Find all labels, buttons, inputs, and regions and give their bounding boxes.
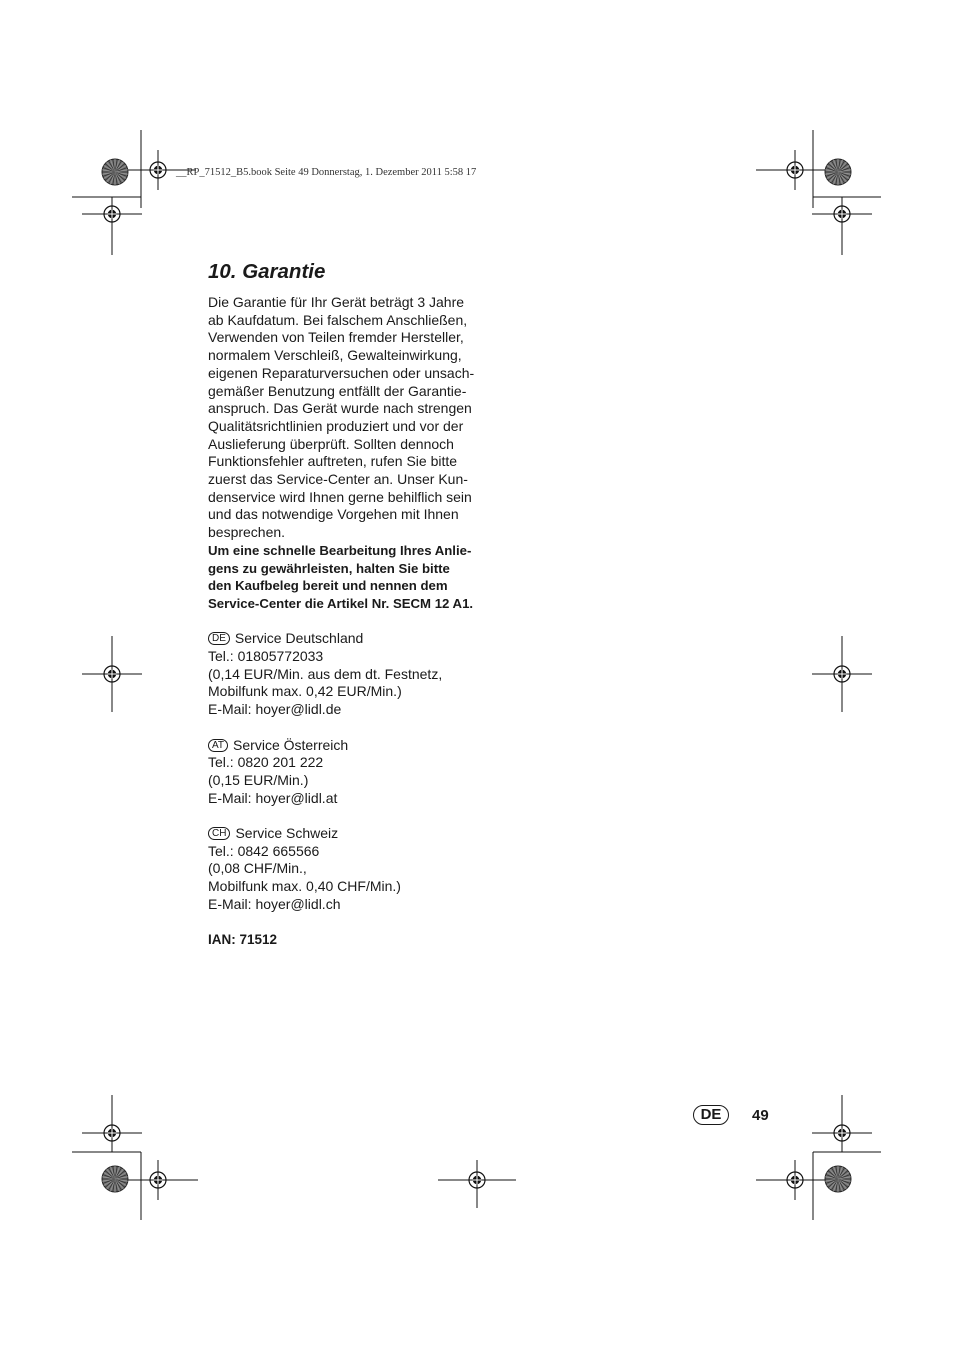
text-line: anspruch. Das Gerät wurde nach strengen [208, 400, 472, 417]
text-line: Verwenden von Teilen fremder Hersteller, [208, 329, 464, 346]
service-block-de [208, 630, 498, 719]
service-title: Service Österreich [233, 736, 349, 753]
service-title: Service Deutschland [234, 630, 364, 647]
text-line: E-Mail: hoyer@lidl.at [208, 789, 338, 806]
color-wheel-icon [825, 1166, 851, 1192]
service-block-ch [208, 825, 498, 914]
text-line: Funktionsfehler auftreten, rufen Sie bitte [208, 453, 458, 470]
page-number: 49 [752, 1107, 769, 1124]
text-line: Mobilfunk max. 0,40 CHF/Min.) [208, 878, 401, 895]
service-title-line [208, 825, 498, 843]
service-title: Service Schweiz [235, 825, 339, 842]
country-badge: CH [208, 827, 230, 840]
service-title-line [208, 630, 498, 648]
text-line: E-Mail: hoyer@lidl.de [208, 701, 342, 718]
text-line: Um eine schnelle Bearbeitung Ihres Anlie- [208, 542, 472, 558]
text-line: (0,08 CHF/Min., [208, 860, 307, 877]
color-wheel-icon [825, 159, 851, 185]
service-title-line [208, 737, 498, 755]
text-line: Qualitätsrichtlinien produziert und vor der [208, 417, 464, 434]
country-badge: DE [208, 632, 230, 645]
section-heading: 10. Garantie [208, 260, 326, 283]
text-line: Tel.: 01805772033 [208, 648, 324, 665]
text-line: (0,15 EUR/Min.) [208, 771, 309, 788]
text-line: normalem Verschleiß, Gewalteinwirkung, [208, 347, 462, 364]
service-contacts [208, 630, 498, 913]
text-line: (0,14 EUR/Min. aus dem dt. Festnetz, [208, 665, 443, 682]
text-line: den Kaufbeleg bereit und nennen dem [208, 578, 448, 594]
text-line: zuerst das Service-Center an. Unser Kun- [208, 471, 468, 488]
warranty-notice [208, 542, 498, 613]
text-line: ab Kaufdatum. Bei falschem Anschließen, [208, 311, 468, 328]
text-line: Service-Center die Artikel Nr. SECM 12 A1. [208, 595, 474, 611]
text-line: E-Mail: hoyer@lidl.ch [208, 895, 341, 912]
color-wheel-icon [102, 1166, 128, 1192]
text-line: Mobilfunk max. 0,42 EUR/Min.) [208, 683, 402, 700]
text-line: Tel.: 0820 201 222 [208, 754, 324, 771]
text-line: Tel.: 0842 665566 [208, 842, 320, 859]
text-line: eigenen Reparaturversuchen oder unsach- [208, 364, 475, 381]
country-badge: AT [208, 739, 228, 752]
text-line: Die Garantie für Ihr Gerät beträgt 3 Jahre [208, 294, 465, 310]
warranty-text [208, 294, 498, 542]
text-line: und das notwendige Vorgehen mit Ihnen [208, 506, 459, 523]
text-line: gemäßer Benutzung entfällt der Garantie- [208, 382, 467, 399]
ian-number: IAN: 71512 [208, 932, 278, 948]
text-line: besprechen. [208, 524, 286, 541]
warranty-section [208, 258, 498, 949]
print-slug: __RP_71512_B5.book Seite 49 Donnerstag, 1. Dezember 2011 5:58 17 [176, 167, 477, 178]
text-line: Auslieferung überprüft. Sollten dennoch [208, 435, 454, 452]
service-block-at [208, 737, 498, 808]
language-badge: DE [693, 1105, 729, 1125]
text-line: gens zu gewährleisten, halten Sie bitte [208, 560, 450, 576]
text-line: denservice wird Ihnen gerne behilflich sein [208, 488, 472, 505]
color-wheel-icon [102, 159, 128, 185]
